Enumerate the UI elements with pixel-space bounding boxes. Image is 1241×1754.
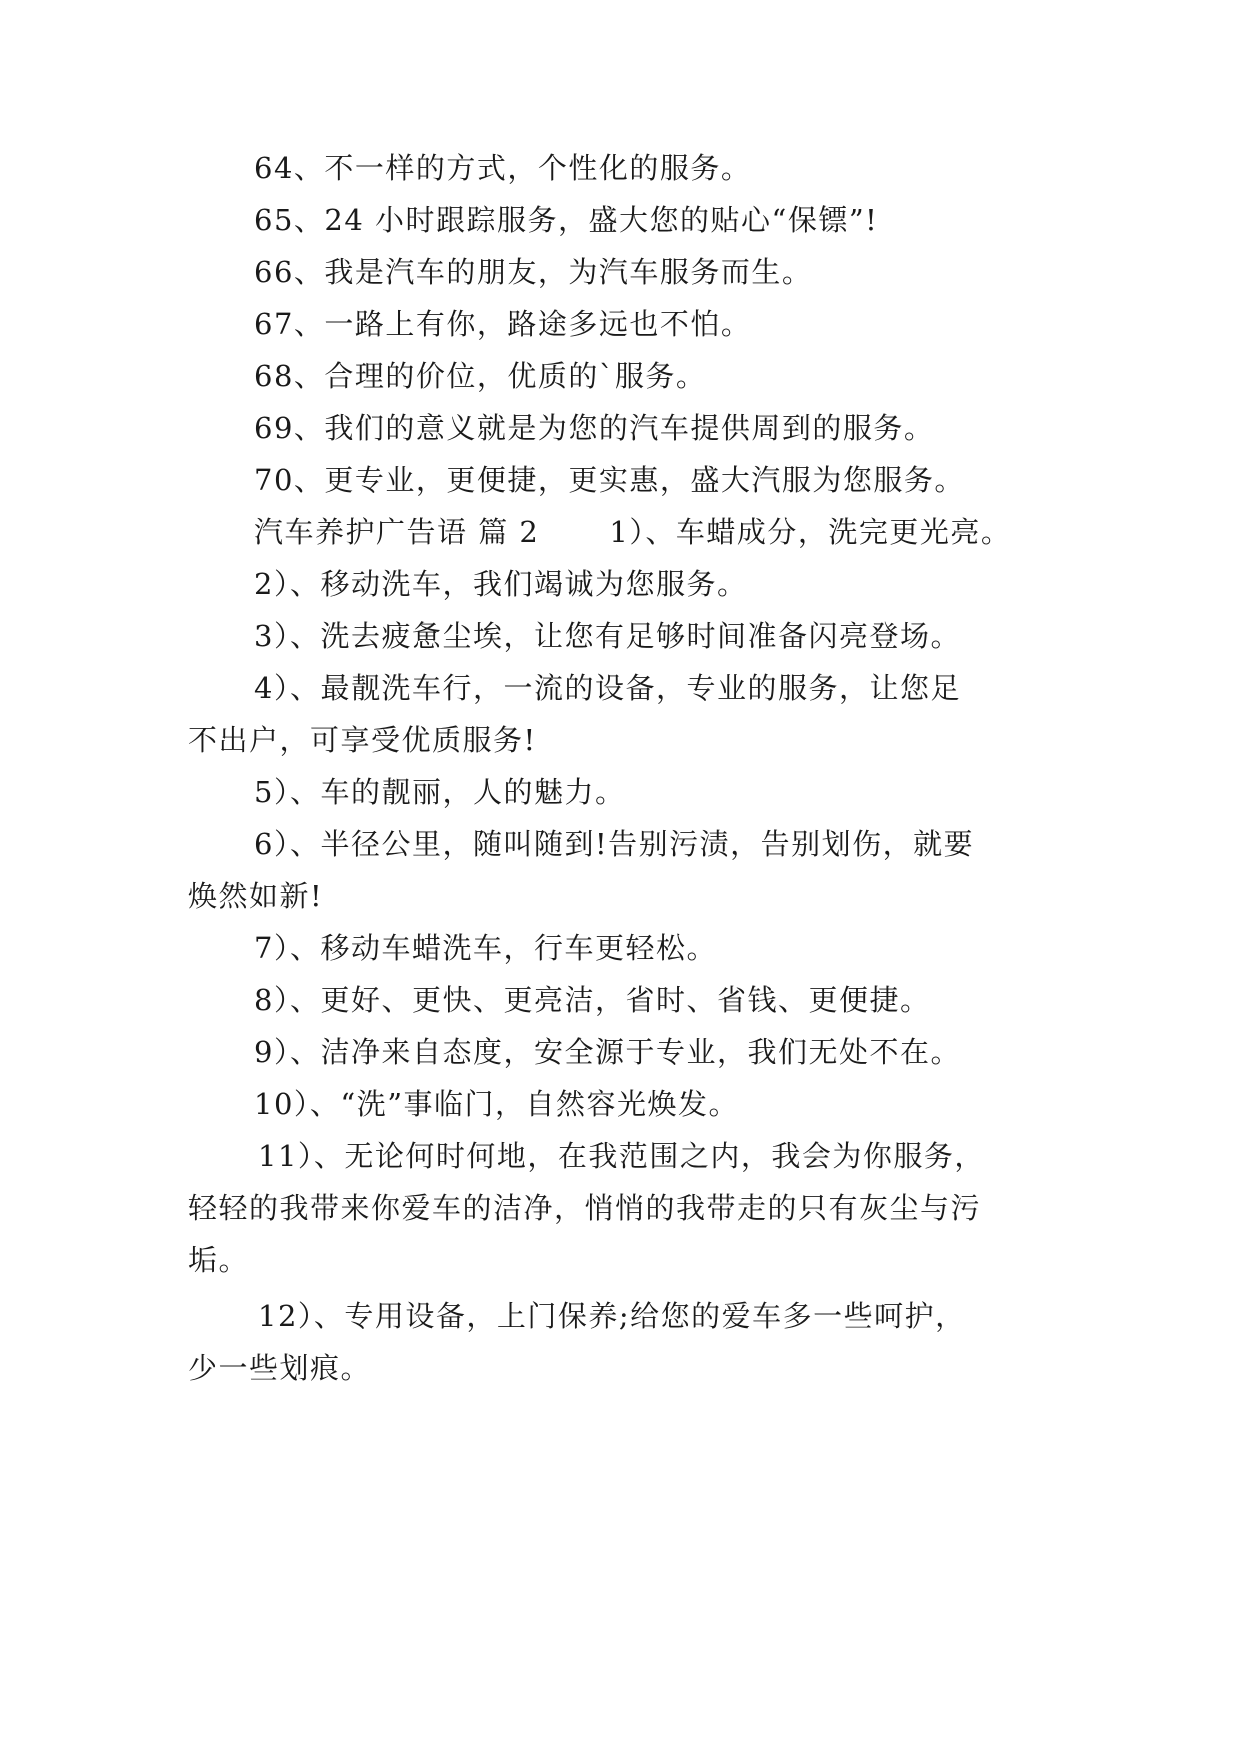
list-item-12: 12）、专用设备，上门保养;给您的爱车多一些呵护， <box>258 1299 966 1333</box>
list-item-11-cont: 轻轻的我带来你爱车的洁净，悄悄的我带走的只有灰尘与污 <box>188 1191 982 1225</box>
list-item-3: 3）、洗去疲惫尘埃，让您有足够时间准备闪亮登场。 <box>254 619 961 653</box>
list-item-69: 69、我们的意义就是为您的汽车提供周到的服务。 <box>254 411 935 445</box>
list-item-11-cont-2: 垢。 <box>188 1243 250 1277</box>
list-item-2: 2）、移动洗车，我们竭诚为您服务。 <box>254 567 748 601</box>
list-item-6-cont: 焕然如新! <box>188 879 324 913</box>
list-item-9: 9）、洁净来自态度，安全源于专业，我们无处不在。 <box>254 1035 961 1069</box>
list-item-67: 67、一路上有你，路途多远也不怕。 <box>254 307 752 341</box>
list-item-65: 65、24 小时跟踪服务，盛大您的贴心“保镖”! <box>254 203 879 237</box>
list-item-11: 11）、无论何时何地，在我范围之内，我会为你服务， <box>258 1139 985 1173</box>
list-item-12-cont: 少一些划痕。 <box>188 1351 372 1385</box>
list-item-66: 66、我是汽车的朋友，为汽车服务而生。 <box>254 255 813 289</box>
list-item-6: 6）、半径公里，随叫随到!告别污渍，告别划伤，就要 <box>254 827 975 861</box>
list-item-64: 64、不一样的方式，个性化的服务。 <box>254 151 752 185</box>
list-item-70: 70、更专业，更便捷，更实惠，盛大汽服为您服务。 <box>254 463 965 497</box>
list-item-4-cont: 不出户，可享受优质服务! <box>188 723 537 757</box>
section-heading-line <box>254 512 1011 552</box>
list-item-8: 8）、更好、更快、更亮洁，省时、省钱、更便捷。 <box>254 983 931 1017</box>
list-item-5: 5）、车的靓丽，人的魅力。 <box>254 775 626 809</box>
list-item-4: 4）、最靓洗车行，一流的设备，专业的服务，让您足 <box>254 671 961 705</box>
list-item-1: 1）、车蜡成分，洗完更光亮。 <box>609 515 1012 549</box>
section-heading: 汽车养护广告语 篇 2 <box>254 515 540 549</box>
list-item-10: 10）、“洗”事临门，自然容光焕发。 <box>254 1087 740 1121</box>
list-item-7: 7）、移动车蜡洗车，行车更轻松。 <box>254 931 717 965</box>
list-item-68: 68、合理的价位，优质的`服务。 <box>254 359 707 393</box>
